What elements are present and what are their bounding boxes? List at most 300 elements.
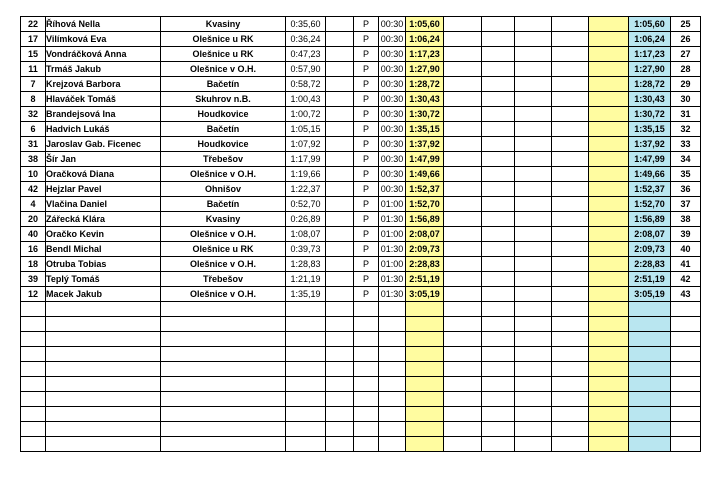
- start-number: 17: [21, 32, 46, 47]
- empty-cell: [552, 272, 589, 287]
- total-time: 1:30,43: [406, 92, 444, 107]
- empty-cell: [482, 257, 515, 272]
- club-name: [161, 422, 286, 437]
- empty-cell: [552, 122, 589, 137]
- penalty-time: 01:00: [379, 257, 406, 272]
- empty-cell: [482, 32, 515, 47]
- yellow-column-cell: [589, 347, 629, 362]
- start-number: 20: [21, 212, 46, 227]
- empty-cell: [552, 392, 589, 407]
- start-number: 40: [21, 227, 46, 242]
- club-name: Ohnišov: [161, 182, 286, 197]
- p-mark: P: [354, 257, 379, 272]
- total-time: 2:51,19: [406, 272, 444, 287]
- yellow-column-cell: [589, 392, 629, 407]
- penalty-time: 01:30: [379, 242, 406, 257]
- empty-cell: [444, 17, 482, 32]
- p-mark: P: [354, 17, 379, 32]
- penalty-time: 00:30: [379, 152, 406, 167]
- competitor-name: Šír Jan: [46, 152, 161, 167]
- run-time: 1:28,83: [286, 257, 326, 272]
- empty-cell: [326, 392, 354, 407]
- empty-cell: [515, 122, 552, 137]
- final-time: [629, 377, 671, 392]
- empty-cell: [552, 347, 589, 362]
- empty-cell: [515, 227, 552, 242]
- competitor-name: Hejzlar Pavel: [46, 182, 161, 197]
- final-time: 2:09,73: [629, 242, 671, 257]
- empty-cell: [552, 302, 589, 317]
- placement: 34: [671, 152, 701, 167]
- total-time: [406, 317, 444, 332]
- empty-cell: [326, 122, 354, 137]
- empty-table-row: [21, 362, 701, 377]
- final-time: 1:30,72: [629, 107, 671, 122]
- empty-cell: [326, 92, 354, 107]
- empty-cell: [515, 347, 552, 362]
- empty-cell: [444, 47, 482, 62]
- p-mark: [354, 392, 379, 407]
- p-mark: [354, 407, 379, 422]
- empty-cell: [552, 62, 589, 77]
- run-time: 0:39,73: [286, 242, 326, 257]
- total-time: 1:56,89: [406, 212, 444, 227]
- empty-cell: [552, 332, 589, 347]
- start-number: 12: [21, 287, 46, 302]
- run-time: [286, 392, 326, 407]
- empty-cell: [482, 317, 515, 332]
- placement: [671, 422, 701, 437]
- total-time: 1:47,99: [406, 152, 444, 167]
- run-time: 1:00,43: [286, 92, 326, 107]
- p-mark: [354, 317, 379, 332]
- empty-cell: [515, 137, 552, 152]
- empty-table-row: [21, 377, 701, 392]
- penalty-time: 00:30: [379, 107, 406, 122]
- empty-cell: [552, 437, 589, 452]
- yellow-column-cell: [589, 152, 629, 167]
- placement: [671, 347, 701, 362]
- p-mark: P: [354, 287, 379, 302]
- total-time: 1:52,70: [406, 197, 444, 212]
- empty-cell: [326, 62, 354, 77]
- p-mark: P: [354, 122, 379, 137]
- p-mark: P: [354, 32, 379, 47]
- table-row: [21, 77, 701, 92]
- empty-cell: [326, 107, 354, 122]
- table-row: [21, 62, 701, 77]
- table-row: [21, 32, 701, 47]
- penalty-time: 00:30: [379, 92, 406, 107]
- club-name: Olešnice v O.H.: [161, 167, 286, 182]
- empty-cell: [552, 47, 589, 62]
- placement: [671, 437, 701, 452]
- run-time: 1:21,19: [286, 272, 326, 287]
- competitor-name: Macek Jakub: [46, 287, 161, 302]
- empty-cell: [482, 137, 515, 152]
- penalty-time: [379, 347, 406, 362]
- p-mark: P: [354, 77, 379, 92]
- final-time: 1:30,43: [629, 92, 671, 107]
- empty-cell: [326, 227, 354, 242]
- empty-cell: [552, 377, 589, 392]
- placement: 25: [671, 17, 701, 32]
- p-mark: [354, 302, 379, 317]
- empty-cell: [552, 137, 589, 152]
- run-time: [286, 302, 326, 317]
- placement: 43: [671, 287, 701, 302]
- yellow-column-cell: [589, 32, 629, 47]
- club-name: Třebešov: [161, 272, 286, 287]
- p-mark: P: [354, 242, 379, 257]
- start-number: [21, 302, 46, 317]
- run-time: 1:22,37: [286, 182, 326, 197]
- club-name: Houdkovice: [161, 107, 286, 122]
- final-time: 1:17,23: [629, 47, 671, 62]
- placement: 30: [671, 92, 701, 107]
- run-time: 1:17,99: [286, 152, 326, 167]
- empty-cell: [482, 377, 515, 392]
- club-name: Kvasiny: [161, 212, 286, 227]
- start-number: [21, 317, 46, 332]
- empty-cell: [515, 332, 552, 347]
- run-time: [286, 437, 326, 452]
- empty-cell: [515, 242, 552, 257]
- start-number: 6: [21, 122, 46, 137]
- penalty-time: 00:30: [379, 62, 406, 77]
- empty-cell: [444, 167, 482, 182]
- club-name: Skuhrov n.B.: [161, 92, 286, 107]
- start-number: 38: [21, 152, 46, 167]
- competitor-name: Oračko Kevin: [46, 227, 161, 242]
- empty-cell: [482, 62, 515, 77]
- empty-cell: [326, 152, 354, 167]
- yellow-column-cell: [589, 437, 629, 452]
- empty-cell: [482, 332, 515, 347]
- empty-cell: [482, 287, 515, 302]
- empty-cell: [482, 212, 515, 227]
- club-name: [161, 377, 286, 392]
- table-row: [21, 197, 701, 212]
- competitor-name: Jaroslav Gab. Ficenec: [46, 137, 161, 152]
- empty-cell: [515, 257, 552, 272]
- empty-cell: [482, 182, 515, 197]
- start-number: [21, 392, 46, 407]
- table-row: [21, 47, 701, 62]
- club-name: Kvasiny: [161, 17, 286, 32]
- start-number: [21, 347, 46, 362]
- empty-cell: [552, 152, 589, 167]
- competitor-name: [46, 422, 161, 437]
- empty-table-row: [21, 347, 701, 362]
- empty-cell: [552, 92, 589, 107]
- penalty-time: [379, 407, 406, 422]
- competitor-name: [46, 332, 161, 347]
- competitor-name: [46, 437, 161, 452]
- club-name: [161, 362, 286, 377]
- empty-cell: [482, 242, 515, 257]
- yellow-column-cell: [589, 137, 629, 152]
- placement: 28: [671, 62, 701, 77]
- empty-cell: [482, 227, 515, 242]
- club-name: Olešnice v O.H.: [161, 62, 286, 77]
- empty-cell: [515, 107, 552, 122]
- club-name: [161, 437, 286, 452]
- placement: 29: [671, 77, 701, 92]
- competitor-name: Vondráčková Anna: [46, 47, 161, 62]
- yellow-column-cell: [589, 257, 629, 272]
- start-number: [21, 332, 46, 347]
- penalty-time: 00:30: [379, 17, 406, 32]
- empty-cell: [444, 62, 482, 77]
- yellow-column-cell: [589, 92, 629, 107]
- total-time: 2:09,73: [406, 242, 444, 257]
- total-time: [406, 362, 444, 377]
- yellow-column-cell: [589, 242, 629, 257]
- empty-cell: [326, 407, 354, 422]
- run-time: 0:58,72: [286, 77, 326, 92]
- empty-cell: [515, 287, 552, 302]
- final-time: 2:51,19: [629, 272, 671, 287]
- start-number: [21, 377, 46, 392]
- club-name: [161, 302, 286, 317]
- empty-table-row: [21, 437, 701, 452]
- start-number: 4: [21, 197, 46, 212]
- placement: [671, 407, 701, 422]
- p-mark: [354, 362, 379, 377]
- yellow-column-cell: [589, 332, 629, 347]
- empty-cell: [444, 242, 482, 257]
- competitor-name: Zářecká Klára: [46, 212, 161, 227]
- empty-cell: [326, 287, 354, 302]
- empty-cell: [552, 212, 589, 227]
- total-time: [406, 392, 444, 407]
- placement: 31: [671, 107, 701, 122]
- start-number: 8: [21, 92, 46, 107]
- final-time: [629, 407, 671, 422]
- empty-cell: [515, 212, 552, 227]
- empty-cell: [515, 62, 552, 77]
- empty-cell: [515, 152, 552, 167]
- final-time: 2:28,83: [629, 257, 671, 272]
- competitor-name: Otruba Tobias: [46, 257, 161, 272]
- placement: 26: [671, 32, 701, 47]
- yellow-column-cell: [589, 212, 629, 227]
- competitor-name: Brandejsová Ina: [46, 107, 161, 122]
- total-time: 1:05,60: [406, 17, 444, 32]
- run-time: 1:05,15: [286, 122, 326, 137]
- p-mark: [354, 347, 379, 362]
- start-number: 18: [21, 257, 46, 272]
- p-mark: P: [354, 62, 379, 77]
- penalty-time: [379, 392, 406, 407]
- run-time: [286, 422, 326, 437]
- total-time: 1:52,37: [406, 182, 444, 197]
- placement: [671, 332, 701, 347]
- empty-cell: [326, 47, 354, 62]
- empty-cell: [552, 182, 589, 197]
- placement: 39: [671, 227, 701, 242]
- empty-cell: [515, 407, 552, 422]
- total-time: 1:49,66: [406, 167, 444, 182]
- yellow-column-cell: [589, 377, 629, 392]
- empty-cell: [444, 122, 482, 137]
- final-time: [629, 437, 671, 452]
- club-name: Houdkovice: [161, 137, 286, 152]
- penalty-time: 00:30: [379, 32, 406, 47]
- competitor-name: [46, 407, 161, 422]
- empty-cell: [482, 122, 515, 137]
- penalty-time: [379, 362, 406, 377]
- empty-table-row: [21, 407, 701, 422]
- empty-cell: [482, 347, 515, 362]
- empty-cell: [552, 242, 589, 257]
- final-time: 1:49,66: [629, 167, 671, 182]
- yellow-column-cell: [589, 422, 629, 437]
- empty-cell: [482, 47, 515, 62]
- yellow-column-cell: [589, 407, 629, 422]
- penalty-time: 00:30: [379, 47, 406, 62]
- empty-cell: [444, 152, 482, 167]
- table-row: [21, 227, 701, 242]
- run-time: 0:36,24: [286, 32, 326, 47]
- p-mark: P: [354, 152, 379, 167]
- yellow-column-cell: [589, 122, 629, 137]
- yellow-column-cell: [589, 362, 629, 377]
- table-row: [21, 167, 701, 182]
- empty-cell: [552, 17, 589, 32]
- competitor-name: Teplý Tomáš: [46, 272, 161, 287]
- empty-cell: [326, 32, 354, 47]
- placement: 41: [671, 257, 701, 272]
- competitor-name: [46, 302, 161, 317]
- total-time: 1:30,72: [406, 107, 444, 122]
- empty-cell: [515, 392, 552, 407]
- empty-cell: [444, 137, 482, 152]
- empty-cell: [515, 17, 552, 32]
- placement: 38: [671, 212, 701, 227]
- empty-cell: [444, 77, 482, 92]
- empty-cell: [552, 407, 589, 422]
- club-name: Olešnice v O.H.: [161, 257, 286, 272]
- penalty-time: 01:30: [379, 287, 406, 302]
- placement: 32: [671, 122, 701, 137]
- placement: 42: [671, 272, 701, 287]
- run-time: 1:08,07: [286, 227, 326, 242]
- empty-cell: [515, 422, 552, 437]
- penalty-time: 00:30: [379, 122, 406, 137]
- empty-cell: [444, 392, 482, 407]
- p-mark: P: [354, 272, 379, 287]
- empty-cell: [444, 227, 482, 242]
- total-time: [406, 422, 444, 437]
- club-name: Olešnice u RK: [161, 32, 286, 47]
- club-name: [161, 392, 286, 407]
- empty-cell: [515, 197, 552, 212]
- empty-cell: [326, 182, 354, 197]
- empty-cell: [326, 77, 354, 92]
- p-mark: P: [354, 227, 379, 242]
- club-name: Třebešov: [161, 152, 286, 167]
- empty-cell: [326, 332, 354, 347]
- final-time: 1:52,37: [629, 182, 671, 197]
- table-row: [21, 122, 701, 137]
- run-time: 0:47,23: [286, 47, 326, 62]
- table-row: [21, 17, 701, 32]
- empty-cell: [482, 422, 515, 437]
- empty-cell: [326, 167, 354, 182]
- final-time: [629, 302, 671, 317]
- placement: 36: [671, 182, 701, 197]
- table-row: [21, 287, 701, 302]
- table-row: [21, 137, 701, 152]
- competitor-name: Hadvich Lukáš: [46, 122, 161, 137]
- empty-cell: [482, 362, 515, 377]
- empty-cell: [515, 437, 552, 452]
- penalty-time: [379, 437, 406, 452]
- yellow-column-cell: [589, 317, 629, 332]
- yellow-column-cell: [589, 272, 629, 287]
- run-time: [286, 347, 326, 362]
- empty-cell: [444, 377, 482, 392]
- results-body: [21, 17, 701, 452]
- run-time: 0:26,89: [286, 212, 326, 227]
- run-time: 0:35,60: [286, 17, 326, 32]
- empty-cell: [515, 377, 552, 392]
- start-number: 15: [21, 47, 46, 62]
- empty-cell: [444, 272, 482, 287]
- club-name: [161, 407, 286, 422]
- yellow-column-cell: [589, 182, 629, 197]
- total-time: 2:08,07: [406, 227, 444, 242]
- empty-cell: [552, 32, 589, 47]
- empty-cell: [326, 272, 354, 287]
- empty-cell: [482, 167, 515, 182]
- empty-cell: [326, 347, 354, 362]
- empty-cell: [482, 392, 515, 407]
- penalty-time: [379, 422, 406, 437]
- start-number: 16: [21, 242, 46, 257]
- competitor-name: [46, 362, 161, 377]
- empty-cell: [552, 167, 589, 182]
- run-time: [286, 317, 326, 332]
- empty-cell: [482, 302, 515, 317]
- p-mark: [354, 377, 379, 392]
- final-time: [629, 317, 671, 332]
- total-time: [406, 407, 444, 422]
- competitor-name: Říhová Nella: [46, 17, 161, 32]
- placement: [671, 377, 701, 392]
- placement: 33: [671, 137, 701, 152]
- final-time: 1:37,92: [629, 137, 671, 152]
- empty-cell: [444, 212, 482, 227]
- empty-table-row: [21, 332, 701, 347]
- yellow-column-cell: [589, 47, 629, 62]
- club-name: Bačetín: [161, 77, 286, 92]
- penalty-time: [379, 332, 406, 347]
- total-time: [406, 437, 444, 452]
- total-time: 1:35,15: [406, 122, 444, 137]
- yellow-column-cell: [589, 197, 629, 212]
- empty-cell: [482, 17, 515, 32]
- club-name: Bačetín: [161, 122, 286, 137]
- table-row: [21, 182, 701, 197]
- total-time: [406, 332, 444, 347]
- run-time: [286, 407, 326, 422]
- club-name: [161, 347, 286, 362]
- run-time: 0:57,90: [286, 62, 326, 77]
- competitor-name: Trmáš Jakub: [46, 62, 161, 77]
